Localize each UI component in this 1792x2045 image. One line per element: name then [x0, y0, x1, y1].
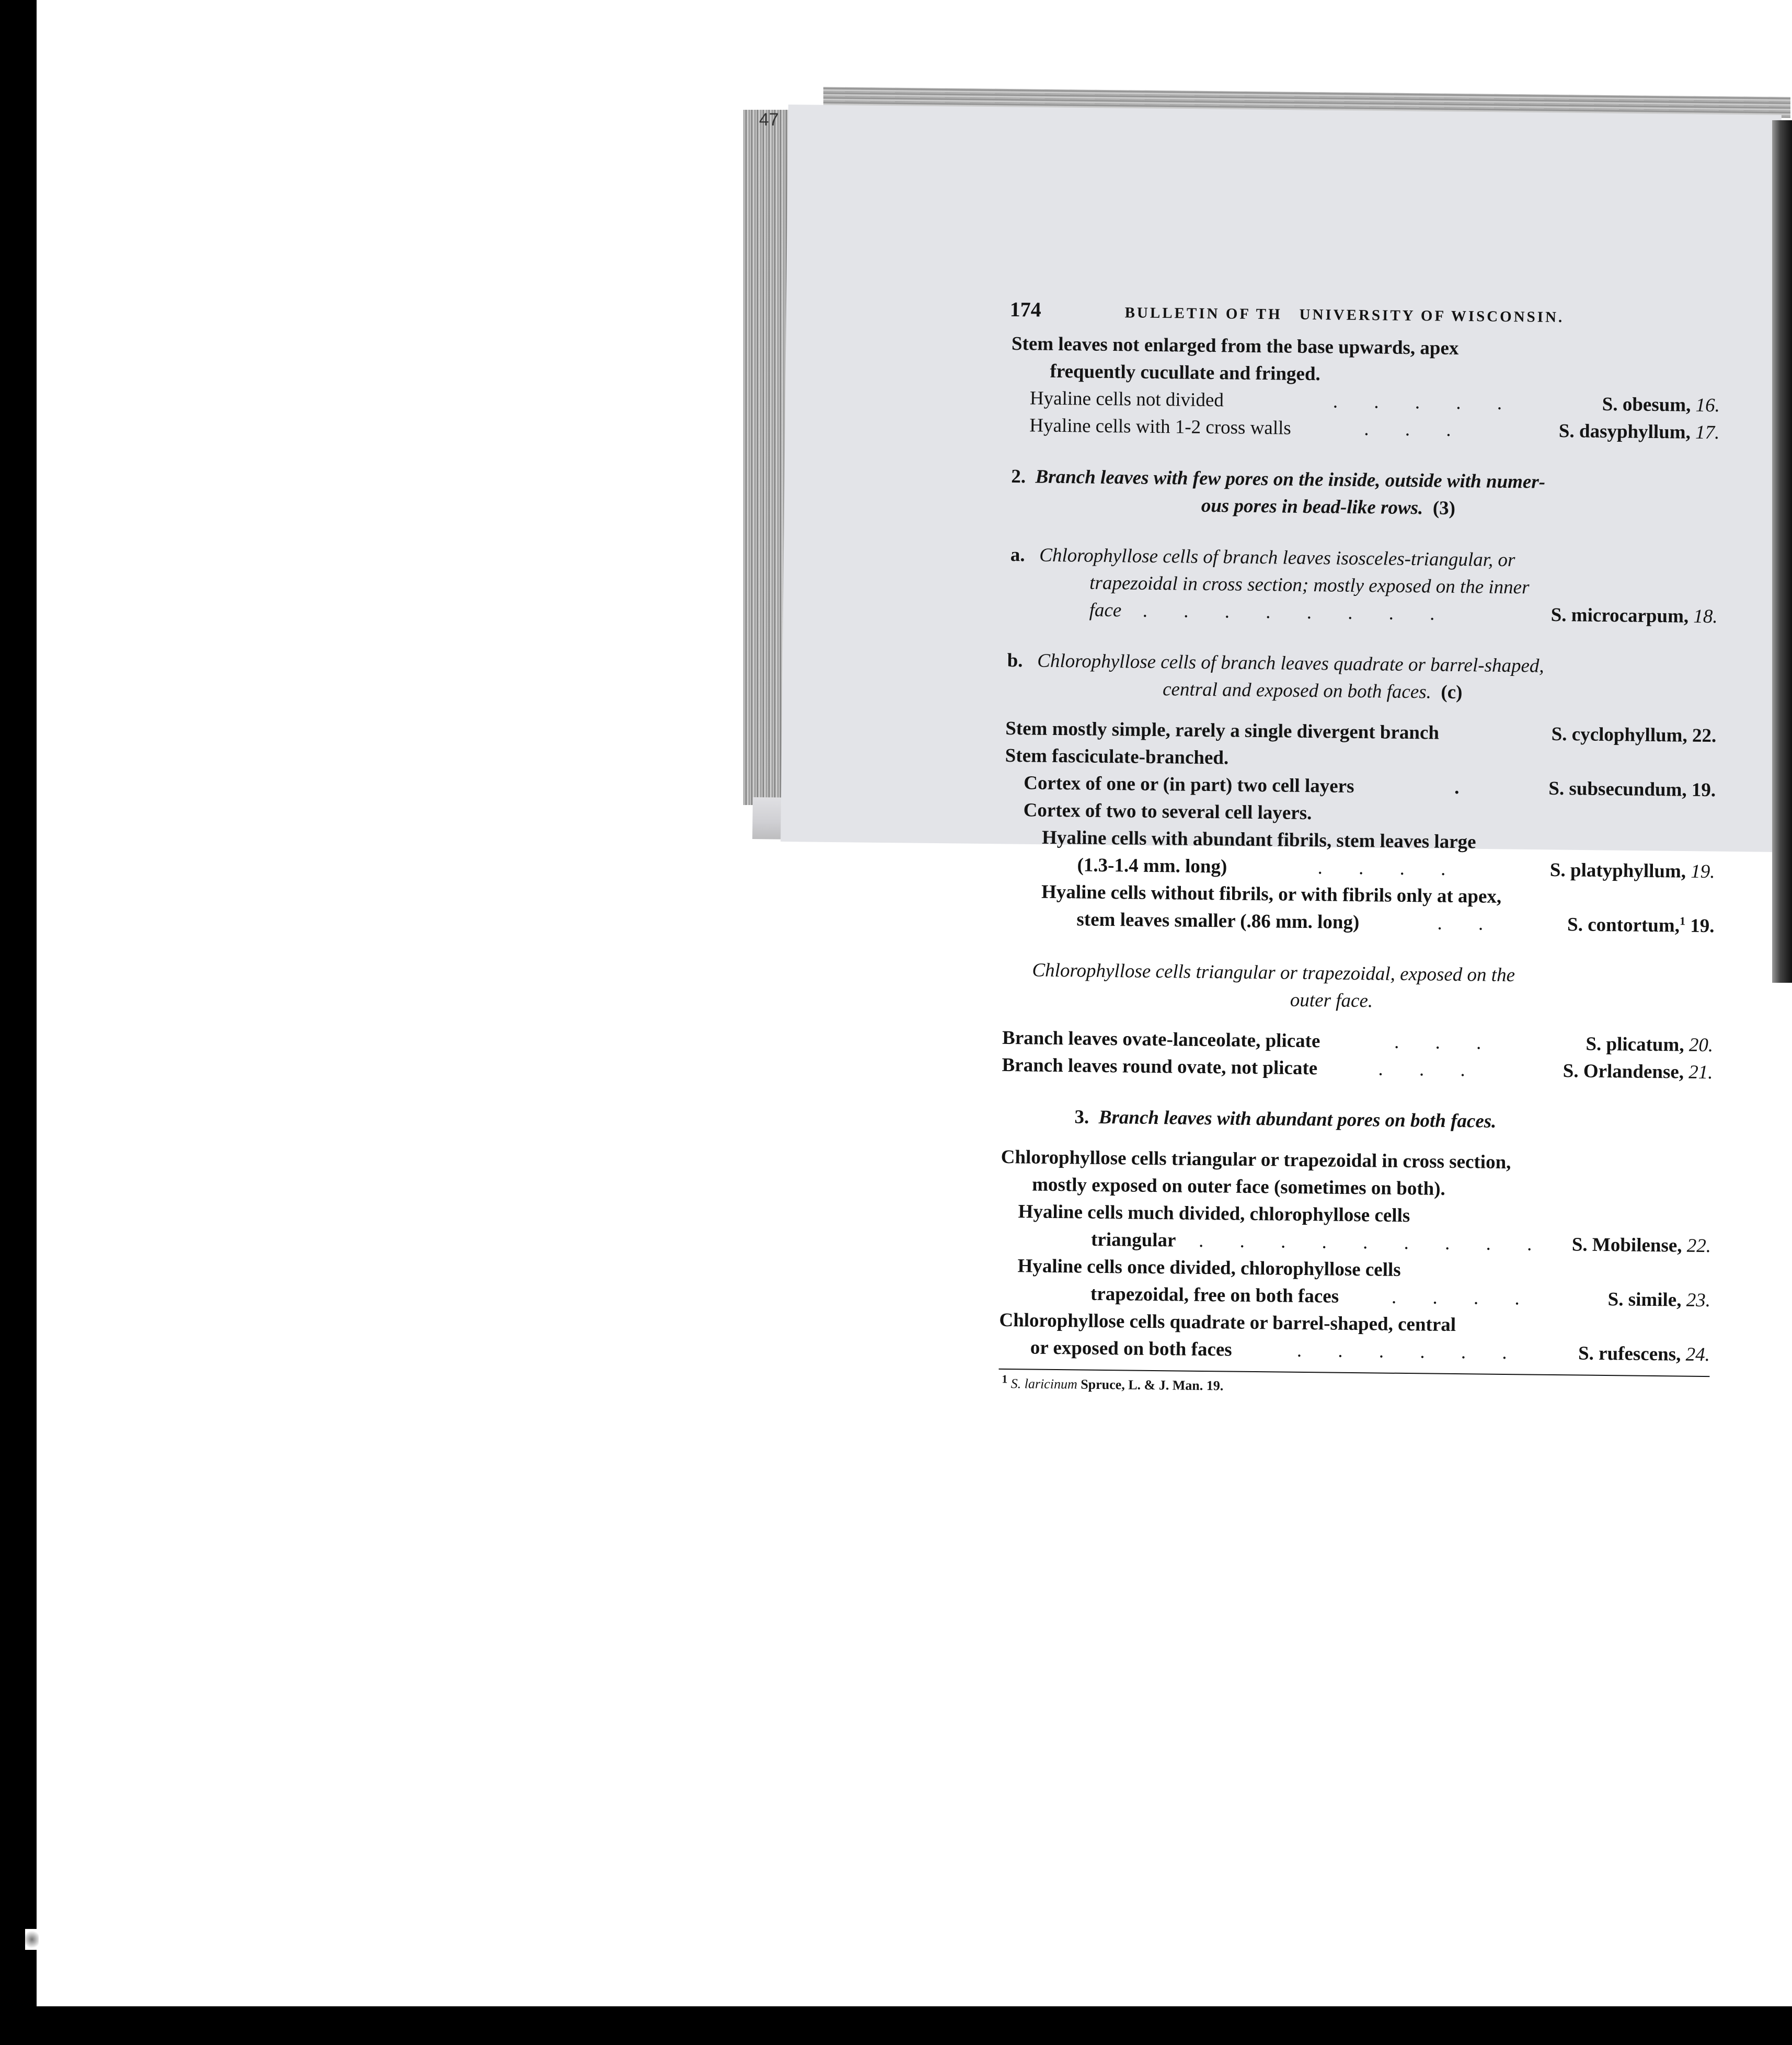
margin-mark: 47	[759, 110, 779, 130]
footnote: $^1$ S. laricinum Spruce, L. & J. Man. 19.	[1002, 1372, 1224, 1394]
key-line: (1.3-1.4 mm. long) . . . . S. platyphyllum, 19.	[1004, 851, 1715, 886]
key-line: Cortex of two to several cell layers.	[1023, 799, 1312, 824]
key-line: Chlorophyllose cells quadrate or barrel-shaped, central	[999, 1309, 1456, 1336]
species-name: S. microcarpum, 18.	[1550, 604, 1718, 628]
key-heading: b. Chlorophyllose cells of branch leaves quadrate or barrel-shaped,	[1007, 649, 1544, 677]
species-name: S. plicatum, 20.	[1586, 1033, 1714, 1056]
key-line: Branch leaves ovate-lanceolate, plicate . . . S. plicatum, 20.	[1002, 1025, 1713, 1059]
key-line: Hyaline cells with abundant fibrils, stem leaves large	[1041, 826, 1476, 853]
species-name: S. Mobilense, 22.	[1571, 1234, 1711, 1257]
species-name: S. simile, 23.	[1607, 1289, 1711, 1312]
key-line: mostly exposed on outer face (sometimes on both).	[1031, 1174, 1445, 1200]
species-name: S. dasyphyllum, 17.	[1558, 420, 1720, 444]
scan-bottom-border	[0, 2006, 1792, 2045]
dust-speck	[25, 1929, 39, 1950]
key-heading: trapezoidal in cross section; mostly exposed on the inner	[1089, 572, 1530, 599]
key-line: Stem leaves not enlarged from the base upwards, apex	[1011, 333, 1459, 359]
key-line: Hyaline cells once divided, chlorophyllose cells	[1017, 1255, 1401, 1281]
key-line: Hyaline cells much divided, chlorophyllose cells	[1018, 1201, 1410, 1227]
species-name: S. contortum,$^1$ 19.	[1567, 914, 1715, 937]
species-name: S. subsecundum, 19.	[1548, 777, 1716, 801]
book-right-shadow	[1772, 120, 1792, 983]
key-heading: a. Chlorophyllose cells of branch leaves isosceles-triangular, or	[1010, 544, 1515, 571]
key-heading: outer face.	[1290, 989, 1373, 1012]
species-name: S. rufescens, 24.	[1578, 1342, 1710, 1366]
key-heading: Chlorophyllose cells triangular or trapezoidal, exposed on the	[1032, 959, 1515, 986]
key-line: Hyaline cells without fibrils, or with fibrils only at apex,	[1041, 881, 1502, 907]
species-name: S. platyphyllum, 19.	[1549, 859, 1715, 883]
species-name: S. cyclophyllum, 22.	[1551, 723, 1717, 747]
key-heading: 3. Branch leaves with abundant pores on both faces.	[1074, 1106, 1497, 1132]
key-heading: ous pores in bead-like rows. (3)	[1201, 495, 1456, 519]
key-line: Cortex of one or (in part) two cell layers . S. subsecundum, 19.	[1005, 769, 1716, 804]
key-line: Hyaline cells not divided . . . . . S. obesum, 16.	[1009, 385, 1720, 419]
key-line: Branch leaves round ovate, not plicate . . . S. Orlandense, 21.	[1002, 1052, 1713, 1086]
key-heading: 2. Branch leaves with few pores on the inside, outside with numer-	[1011, 466, 1546, 493]
species-name: S. obesum, 16.	[1602, 393, 1720, 417]
key-line: stem leaves smaller (.86 mm. long) . . S. contortum,$^1$ 19.	[1003, 905, 1714, 940]
key-line: trapezoidal, free on both faces . . . . S. simile, 23.	[1000, 1280, 1710, 1314]
header-title: BULLETIN OF TH UNIVERSITY OF WISCONSIN.	[1124, 304, 1565, 326]
key-line: Chlorophyllose cells triangular or trapezoidal in cross section,	[1001, 1146, 1511, 1174]
key-line: or exposed on both faces . . . . . . S. rufescens, 24.	[999, 1334, 1710, 1369]
page-content	[998, 296, 1721, 1400]
key-line: Hyaline cells with 1-2 cross walls . . . S. dasyphyllum, 17.	[1008, 412, 1719, 446]
key-line: Stem fasciculate-branched.	[1005, 744, 1229, 769]
key-line: triangular . . . . . . . . . S. Mobilense, 22.	[1000, 1225, 1711, 1260]
key-line: Stem mostly simple, rarely a single divergent branch S. cyclophyllum, 22.	[1005, 715, 1716, 750]
page-number: 174	[1009, 297, 1041, 321]
species-name: S. Orlandense, 21.	[1563, 1060, 1713, 1084]
key-heading: face . . . . . . . . S. microcarpum, 18.	[1006, 596, 1717, 630]
key-line: frequently cucullate and fringed.	[1050, 360, 1321, 385]
key-heading: central and exposed on both faces. (c)	[1162, 679, 1463, 704]
